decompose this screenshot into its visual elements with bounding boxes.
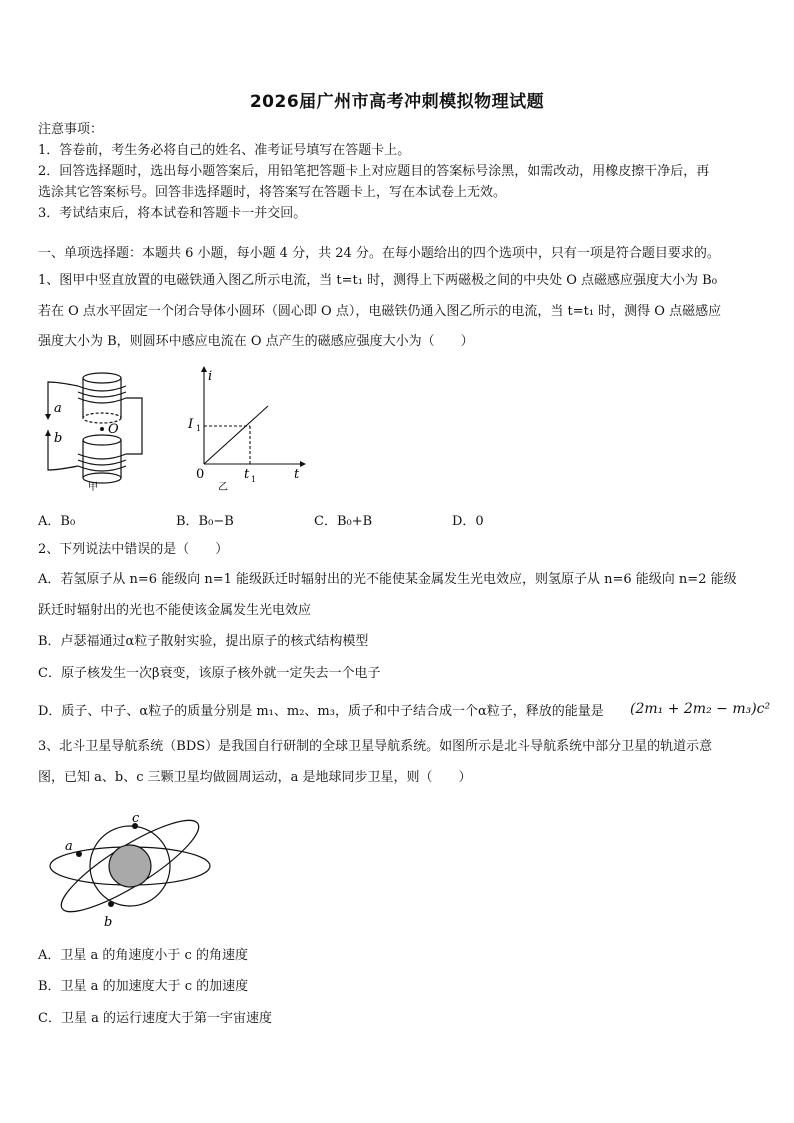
choice-c: C．原子核发生一次β衰变，该原子核外就一定失去一个电子	[38, 666, 381, 681]
figure-electromagnet	[38, 366, 150, 492]
choice-a-cont: 跃迁时辐射出的光也不能使该金属发生光电效应	[38, 603, 312, 618]
question-2-stem: 2、下列说法中错误的是（ ）	[38, 542, 229, 557]
origin-label: 0	[196, 467, 205, 482]
label-i1-sub: 1	[196, 424, 202, 433]
question-1-stem: 强度大小为 B，则圆环中感应电流在 O 点产生的磁感应强度大小为（ ）	[38, 334, 474, 349]
label-t1-sub: 1	[251, 475, 257, 484]
question-1-stem: 若在 O 点水平固定一个闭合导体小圆环（圆心即 O 点），电磁铁仍通入图乙所示的电流，当 t=t₁ 时，测得 O 点磁感应	[38, 304, 722, 319]
notice-item: 选涂其它答案标号。回答非选择题时，将答案写在答题卡上，写在本试卷上无效。	[38, 185, 507, 200]
notice-item: 1．答卷前，考生务必将自己的姓名、准考证号填写在答题卡上。	[38, 143, 411, 158]
axis-t-label: t	[294, 467, 300, 482]
choice-d: D．0	[452, 514, 484, 529]
figure-current-graph	[180, 366, 306, 492]
choice-c: C．卫星 a 的运行速度大于第一宇宙速度	[38, 1011, 272, 1026]
choice-a: A．卫星 a 的角速度小于 c 的角速度	[38, 948, 248, 963]
choice-c: C．B₀+B	[314, 514, 373, 529]
label-t1: t	[244, 467, 250, 482]
question-3-stem: 3、北斗卫星导航系统（BDS）是我国自行研制的全球卫星导航系统。如图所示是北斗导航系统中部分卫星的轨道示意	[38, 739, 713, 754]
section-heading: 一、单项选择题：本题共 6 小题，每小题 4 分，共 24 分。在每小题给出的四个选项中，只有一项是符合题目要求的。	[38, 246, 720, 261]
choice-a: A．B₀	[38, 514, 76, 529]
page-title: 2026届广州市高考冲刺模拟物理试题	[249, 92, 545, 112]
notice-item: 2．回答选择题时，选出每小题答案后，用铅笔把答题卡上对应题目的答案标号涂黑，如需改动，用橡皮擦干净后，再	[38, 164, 710, 179]
figure-caption: 乙	[218, 482, 228, 492]
label-c: c	[132, 812, 140, 826]
label-b: b	[104, 915, 113, 930]
question-1-stem: 1、图甲中竖直放置的电磁铁通入图乙所示电流，当 t=t₁ 时，测得上下两磁极之间的中央处 O 点磁感应强度大小为 B₀	[38, 273, 717, 288]
choice-b: B．卫星 a 的加速度大于 c 的加速度	[38, 979, 249, 994]
choice-a: A．若氢原子从 n=6 能级向 n=1 能级跃迁时辐射出的光不能使某金属发生光电效应，则氢原子从 n=6 能级向 n=2 能级	[38, 572, 737, 587]
axis-i-label: i	[208, 369, 213, 384]
notice-item: 3．考试结束后，将本试卷和答题卡一并交回。	[38, 206, 307, 221]
label-b: b	[54, 431, 63, 446]
energy-formula: (2m₁ + 2m₂ − m₃)c²	[630, 701, 771, 717]
question-3-stem: 图，已知 a、b、c 三颗卫星均做圆周运动，a 是地球同步卫星，则（ ）	[38, 770, 472, 785]
label-a: a	[54, 401, 62, 416]
figure-satellite-orbits	[46, 812, 226, 930]
notice-heading: 注意事项：	[38, 122, 104, 137]
label-o: O	[108, 422, 119, 437]
choice-b: B．B₀−B	[176, 514, 234, 529]
label-a: a	[65, 839, 73, 854]
label-i1: I	[188, 417, 194, 432]
choice-d: D．质子、中子、α粒子的质量分别是 m₁、m₂、m₃，质子和中子结合成一个α粒子，释放的能量是	[38, 704, 604, 719]
choice-b: B．卢瑟福通过α粒子散射实验，提出原子的核式结构模型	[38, 634, 369, 649]
figure-caption: 甲	[88, 482, 98, 492]
